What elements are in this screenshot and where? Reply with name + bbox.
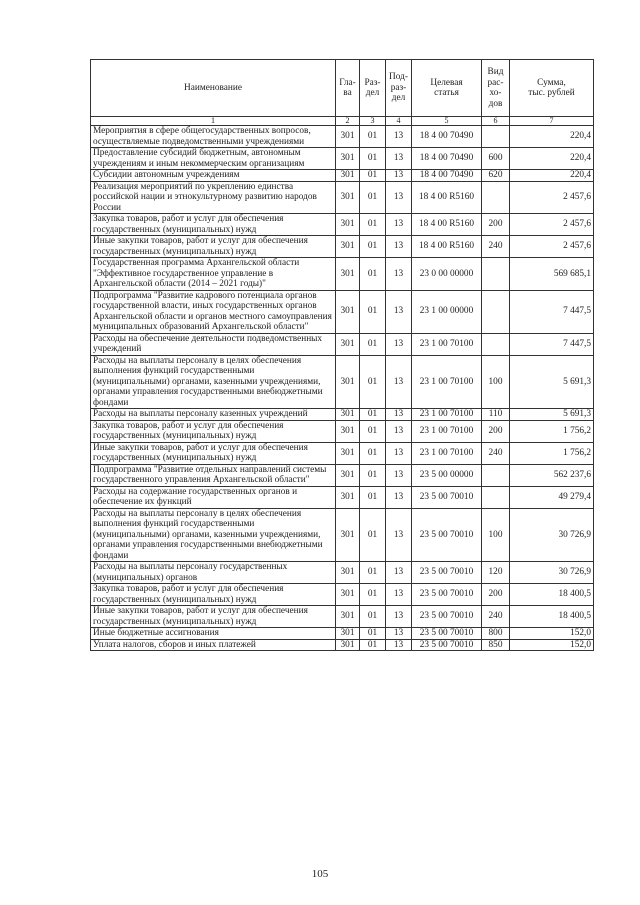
table-cell-glava: 301 <box>336 508 360 562</box>
table-cell-razdel: 01 <box>360 214 386 236</box>
table-cell-target: 23 1 00 70100 <box>412 333 482 355</box>
table-cell-podrazdel: 13 <box>386 508 412 562</box>
table-cell-target: 18 4 00 70490 <box>412 170 482 182</box>
table-row <box>91 464 594 486</box>
table-cell-sum: 5 691,3 <box>510 409 594 421</box>
table-cell-glava: 301 <box>336 420 360 442</box>
table-cell-name: Расходы на выплаты персоналу в целях обеспечения выполнения функций государственными (муниципальными) органами, казенными учреждениями, органами управления государственными внебюджетными фондами <box>91 355 336 409</box>
table-cell-target: 23 5 00 70010 <box>412 562 482 584</box>
table-cell-podrazdel: 13 <box>386 639 412 651</box>
table-cell-glava: 301 <box>336 236 360 258</box>
table-cell-glava: 301 <box>336 606 360 628</box>
table-cell-vid <box>482 126 510 148</box>
table-cell-razdel: 01 <box>360 236 386 258</box>
table-row <box>91 214 594 236</box>
budget-table <box>90 59 594 651</box>
colnum: 3 <box>360 117 386 126</box>
table-row <box>91 355 594 409</box>
table-cell-vid <box>482 181 510 214</box>
table-cell-glava: 301 <box>336 409 360 421</box>
table-cell-name: Иные бюджетные ассигнования <box>91 628 336 640</box>
table-cell-glava: 301 <box>336 181 360 214</box>
table-cell-vid: 600 <box>482 148 510 170</box>
table-cell-podrazdel: 13 <box>386 333 412 355</box>
table-cell-glava: 301 <box>336 464 360 486</box>
table-cell-glava: 301 <box>336 355 360 409</box>
table-cell-sum: 1 756,2 <box>510 442 594 464</box>
table-row <box>91 562 594 584</box>
table-cell-name: Иные закупки товаров, работ и услуг для обеспечения государственных (муниципальных) нужд <box>91 442 336 464</box>
table-cell-target: 23 5 00 00000 <box>412 464 482 486</box>
table-cell-target: 18 4 00 R5160 <box>412 236 482 258</box>
table-cell-podrazdel: 13 <box>386 290 412 333</box>
table-cell-podrazdel: 13 <box>386 181 412 214</box>
table-cell-sum: 49 279,4 <box>510 486 594 508</box>
table-cell-razdel: 01 <box>360 442 386 464</box>
table-cell-sum: 152,0 <box>510 639 594 651</box>
table-cell-name: Иные закупки товаров, работ и услуг для обеспечения государственных (муниципальных) нужд <box>91 606 336 628</box>
table-cell-sum: 30 726,9 <box>510 562 594 584</box>
table-cell-target: 23 5 00 70010 <box>412 486 482 508</box>
table-cell-sum: 152,0 <box>510 628 594 640</box>
table-row <box>91 409 594 421</box>
table-cell-sum: 220,4 <box>510 170 594 182</box>
table-cell-razdel: 01 <box>360 409 386 421</box>
header-sum: Сумма, тыс. рублей <box>510 60 594 117</box>
table-cell-vid: 110 <box>482 409 510 421</box>
table-cell-vid: 100 <box>482 508 510 562</box>
table-row <box>91 584 594 606</box>
table-cell-podrazdel: 13 <box>386 214 412 236</box>
table-cell-target: 18 4 00 70490 <box>412 148 482 170</box>
table-row <box>91 628 594 640</box>
table-cell-sum: 220,4 <box>510 148 594 170</box>
colnum: 6 <box>482 117 510 126</box>
table-cell-vid: 240 <box>482 606 510 628</box>
table-cell-razdel: 01 <box>360 333 386 355</box>
table-cell-podrazdel: 13 <box>386 606 412 628</box>
table-cell-target: 23 1 00 70100 <box>412 420 482 442</box>
table-cell-razdel: 01 <box>360 126 386 148</box>
table-cell-glava: 301 <box>336 333 360 355</box>
table-cell-glava: 301 <box>336 290 360 333</box>
table-cell-podrazdel: 13 <box>386 420 412 442</box>
header-razdel: Раз- дел <box>360 60 386 117</box>
table-cell-vid <box>482 333 510 355</box>
table-cell-vid <box>482 258 510 291</box>
table-cell-glava: 301 <box>336 628 360 640</box>
header-target: Целевая статья <box>412 60 482 117</box>
table-body <box>91 126 594 651</box>
table-row <box>91 639 594 651</box>
table-header-row <box>91 60 594 117</box>
table-cell-vid: 200 <box>482 584 510 606</box>
table-cell-name: Расходы на выплаты персоналу государственных (муниципальных) органов <box>91 562 336 584</box>
table-cell-name: Расходы на выплаты персоналу в целях обеспечения выполнения функций государственными (муниципальными) органами, казенными учреждениями, органами управления государственными внебюджетными фондами <box>91 508 336 562</box>
table-cell-name: Расходы на содержание государственных органов и обеспечение их функций <box>91 486 336 508</box>
colnum: 7 <box>510 117 594 126</box>
table-cell-name: Государственная программа Архангельской области "Эффективное государственное управление в Архангельской области (2014 – 2021 годы)" <box>91 258 336 291</box>
table-cell-target: 23 5 00 70010 <box>412 508 482 562</box>
table-cell-sum: 1 756,2 <box>510 420 594 442</box>
table-cell-glava: 301 <box>336 258 360 291</box>
table-cell-razdel: 01 <box>360 170 386 182</box>
table-cell-sum: 562 237,6 <box>510 464 594 486</box>
table-cell-vid: 200 <box>482 420 510 442</box>
table-cell-vid: 240 <box>482 442 510 464</box>
table-cell-sum: 2 457,6 <box>510 181 594 214</box>
table-cell-sum: 5 691,3 <box>510 355 594 409</box>
table-cell-target: 23 1 00 70100 <box>412 355 482 409</box>
table-cell-target: 23 5 00 70010 <box>412 628 482 640</box>
table-cell-name: Подпрограмма "Развитие отдельных направлений системы государственного управления Архангельской области" <box>91 464 336 486</box>
table-cell-name: Реализация мероприятий по укреплению единства российской нации и этнокультурному развитию народов России <box>91 181 336 214</box>
table-cell-vid <box>482 290 510 333</box>
table-cell-podrazdel: 13 <box>386 486 412 508</box>
table-cell-target: 18 4 00 70490 <box>412 126 482 148</box>
table-cell-target: 23 1 00 70100 <box>412 442 482 464</box>
table-cell-name: Предоставление субсидий бюджетным, автономным учреждениям и иным некоммерческим организациям <box>91 148 336 170</box>
table-cell-name: Закупка товаров, работ и услуг для обеспечения государственных (муниципальных) нужд <box>91 420 336 442</box>
table-cell-target: 18 4 00 R5160 <box>412 181 482 214</box>
colnum: 5 <box>412 117 482 126</box>
table-row <box>91 258 594 291</box>
table-cell-podrazdel: 13 <box>386 355 412 409</box>
header-glava: Гла- ва <box>336 60 360 117</box>
table-cell-target: 23 5 00 70010 <box>412 639 482 651</box>
table-cell-razdel: 01 <box>360 562 386 584</box>
table-cell-podrazdel: 13 <box>386 562 412 584</box>
table-cell-glava: 301 <box>336 584 360 606</box>
table-cell-razdel: 01 <box>360 258 386 291</box>
table-cell-glava: 301 <box>336 562 360 584</box>
table-cell-name: Расходы на выплаты персоналу казенных учреждений <box>91 409 336 421</box>
table-row <box>91 126 594 148</box>
table-cell-podrazdel: 13 <box>386 258 412 291</box>
table-cell-podrazdel: 13 <box>386 148 412 170</box>
table-cell-podrazdel: 13 <box>386 409 412 421</box>
table-cell-name: Мероприятия в сфере общегосударственных вопросов, осуществляемые подведомственными учреждениями <box>91 126 336 148</box>
table-cell-podrazdel: 13 <box>386 628 412 640</box>
table-cell-name: Субсидии автономным учреждениям <box>91 170 336 182</box>
table-cell-vid <box>482 486 510 508</box>
table-cell-target: 23 0 00 00000 <box>412 258 482 291</box>
table-cell-razdel: 01 <box>360 464 386 486</box>
header-podrazdel: Под- раз- дел <box>386 60 412 117</box>
table-row <box>91 148 594 170</box>
table-cell-sum: 30 726,9 <box>510 508 594 562</box>
table-cell-podrazdel: 13 <box>386 126 412 148</box>
table-cell-vid: 120 <box>482 562 510 584</box>
table-cell-podrazdel: 13 <box>386 170 412 182</box>
table-row <box>91 486 594 508</box>
table-cell-razdel: 01 <box>360 181 386 214</box>
table-cell-sum: 7 447,5 <box>510 290 594 333</box>
table-cell-glava: 301 <box>336 170 360 182</box>
table-cell-razdel: 01 <box>360 628 386 640</box>
colnum: 1 <box>91 117 336 126</box>
table-row <box>91 181 594 214</box>
table-cell-glava: 301 <box>336 486 360 508</box>
table-cell-vid <box>482 464 510 486</box>
table-cell-target: 18 4 00 R5160 <box>412 214 482 236</box>
table-cell-razdel: 01 <box>360 486 386 508</box>
table-cell-sum: 18 400,5 <box>510 584 594 606</box>
table-cell-glava: 301 <box>336 126 360 148</box>
table-row <box>91 333 594 355</box>
table-cell-vid: 800 <box>482 628 510 640</box>
table-cell-name: Закупка товаров, работ и услуг для обеспечения государственных (муниципальных) нужд <box>91 584 336 606</box>
table-cell-sum: 220,4 <box>510 126 594 148</box>
table-row <box>91 290 594 333</box>
table-cell-podrazdel: 13 <box>386 464 412 486</box>
table-cell-sum: 569 685,1 <box>510 258 594 291</box>
table-cell-sum: 2 457,6 <box>510 236 594 258</box>
table-cell-glava: 301 <box>336 148 360 170</box>
table-row <box>91 442 594 464</box>
table-cell-target: 23 1 00 70100 <box>412 409 482 421</box>
table-cell-razdel: 01 <box>360 148 386 170</box>
table-cell-vid: 850 <box>482 639 510 651</box>
table-cell-target: 23 5 00 70010 <box>412 584 482 606</box>
table-cell-podrazdel: 13 <box>386 584 412 606</box>
table-cell-target: 23 5 00 70010 <box>412 606 482 628</box>
table-cell-target: 23 1 00 00000 <box>412 290 482 333</box>
table-cell-vid: 200 <box>482 214 510 236</box>
table-cell-razdel: 01 <box>360 584 386 606</box>
table-cell-podrazdel: 13 <box>386 442 412 464</box>
column-number-row <box>91 117 594 126</box>
table-cell-name: Закупка товаров, работ и услуг для обеспечения государственных (муниципальных) нужд <box>91 214 336 236</box>
table-cell-razdel: 01 <box>360 639 386 651</box>
table-row <box>91 420 594 442</box>
page-number: 105 <box>311 868 329 880</box>
table-cell-name: Расходы на обеспечение деятельности подведомственных учреждений <box>91 333 336 355</box>
header-vid: Вид рас- хо- дов <box>482 60 510 117</box>
table-row <box>91 236 594 258</box>
colnum: 2 <box>336 117 360 126</box>
table-row <box>91 508 594 562</box>
table-cell-razdel: 01 <box>360 355 386 409</box>
table-row <box>91 606 594 628</box>
header-name: Наименование <box>91 60 336 117</box>
table-cell-razdel: 01 <box>360 606 386 628</box>
table-row <box>91 170 594 182</box>
table-cell-razdel: 01 <box>360 420 386 442</box>
table-cell-sum: 7 447,5 <box>510 333 594 355</box>
table-cell-sum: 2 457,6 <box>510 214 594 236</box>
table-cell-sum: 18 400,5 <box>510 606 594 628</box>
table-cell-glava: 301 <box>336 214 360 236</box>
table-cell-glava: 301 <box>336 442 360 464</box>
colnum: 4 <box>386 117 412 126</box>
table-cell-vid: 620 <box>482 170 510 182</box>
table-cell-name: Иные закупки товаров, работ и услуг для обеспечения государственных (муниципальных) нужд <box>91 236 336 258</box>
table-cell-razdel: 01 <box>360 290 386 333</box>
table-cell-name: Уплата налогов, сборов и иных платежей <box>91 639 336 651</box>
table-cell-vid: 240 <box>482 236 510 258</box>
table-cell-glava: 301 <box>336 639 360 651</box>
table-cell-name: Подпрограмма "Развитие кадрового потенциала органов государственной власти, иных государственных органов Архангельской области и органов местного самоуправления муниципальных образований Архангельской области" <box>91 290 336 333</box>
table-cell-podrazdel: 13 <box>386 236 412 258</box>
table-cell-razdel: 01 <box>360 508 386 562</box>
table-cell-vid: 100 <box>482 355 510 409</box>
